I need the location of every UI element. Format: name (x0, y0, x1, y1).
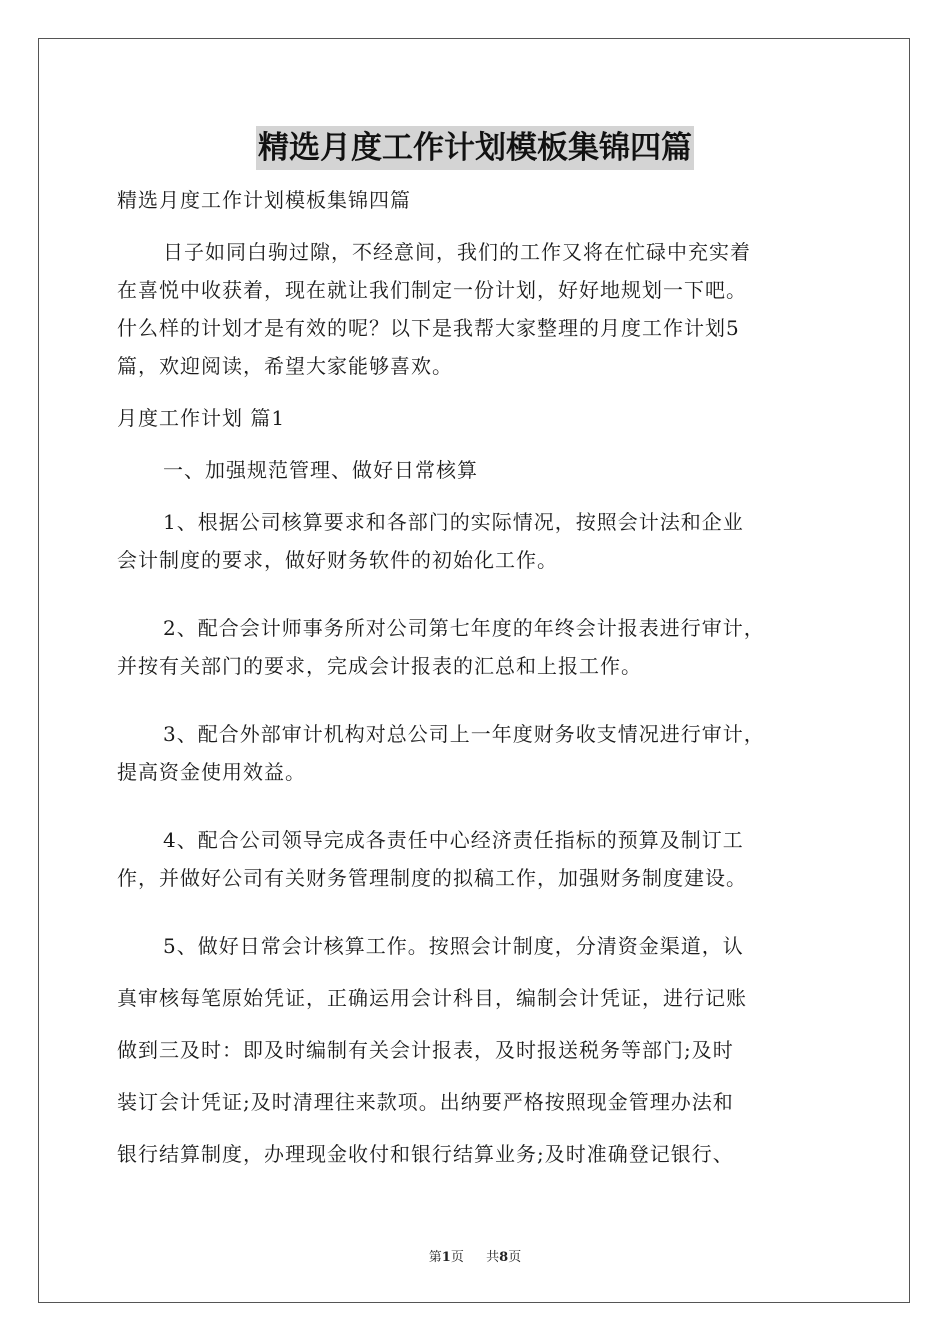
item-2-line-1: 2、配合会计师事务所对公司第七年度的年终会计报表进行审计， (163, 616, 765, 640)
intro-line-2: 在喜悦中收获着，现在就让我们制定一份计划，好好地规划一下吧。 (117, 278, 747, 302)
section-heading: 月度工作计划 篇1 (117, 406, 286, 430)
item-3-line-2: 提高资金使用效益。 (117, 760, 306, 784)
title-container (0, 126, 950, 170)
item-5-line-4: 装订会计凭证;及时清理往来款项。出纳要严格按照现金管理办法和 (117, 1090, 734, 1114)
item-4-line-2: 作，并做好公司有关财务管理制度的拟稿工作，加强财务制度建设。 (117, 866, 747, 890)
document-subtitle: 精选月度工作计划模板集锦四篇 (117, 188, 411, 212)
item-1-line-2: 会计制度的要求，做好财务软件的初始化工作。 (117, 548, 558, 572)
item-2-line-2: 并按有关部门的要求，完成会计报表的汇总和上报工作。 (117, 654, 642, 678)
document-title: 精选月度工作计划模板集锦四篇 (256, 126, 694, 170)
item-1-line-1: 1、根据公司核算要求和各部门的实际情况，按照会计法和企业 (163, 510, 744, 534)
document-body (117, 181, 839, 1173)
page-footer (0, 1246, 950, 1265)
item-5-line-1: 5、做好日常会计核算工作。按照会计制度，分清资金渠道，认 (163, 934, 744, 958)
item-5-line-3: 做到三及时：即及时编制有关会计报表，及时报送税务等部门;及时 (117, 1038, 734, 1062)
intro-line-1: 日子如同白驹过隙，不经意间，我们的工作又将在忙碌中充实着 (163, 240, 751, 264)
intro-line-4: 篇，欢迎阅读，希望大家能够喜欢。 (117, 354, 453, 378)
page-total: 8 (499, 1250, 509, 1265)
total-suffix: 页 (508, 1250, 522, 1265)
item-5-line-5: 银行结算制度，办理现金收付和银行结算业务;及时准确登记银行、 (117, 1142, 734, 1166)
page-prefix: 第 (428, 1250, 442, 1265)
page-current: 1 (441, 1250, 451, 1265)
item-3-line-1: 3、配合外部审计机构对总公司上一年度财务收支情况进行审计， (163, 722, 765, 746)
item-4-line-1: 4、配合公司领导完成各责任中心经济责任指标的预算及制订工 (163, 828, 744, 852)
item-5-line-2: 真审核每笔原始凭证，正确运用会计科目，编制会计凭证，进行记账 (117, 986, 747, 1010)
subheading: 一、加强规范管理、做好日常核算 (163, 458, 478, 482)
page-suffix: 页 (450, 1250, 464, 1265)
total-prefix: 共 (486, 1250, 500, 1265)
intro-line-3: 什么样的计划才是有效的呢？以下是我帮大家整理的月度工作计划5 (117, 316, 740, 340)
